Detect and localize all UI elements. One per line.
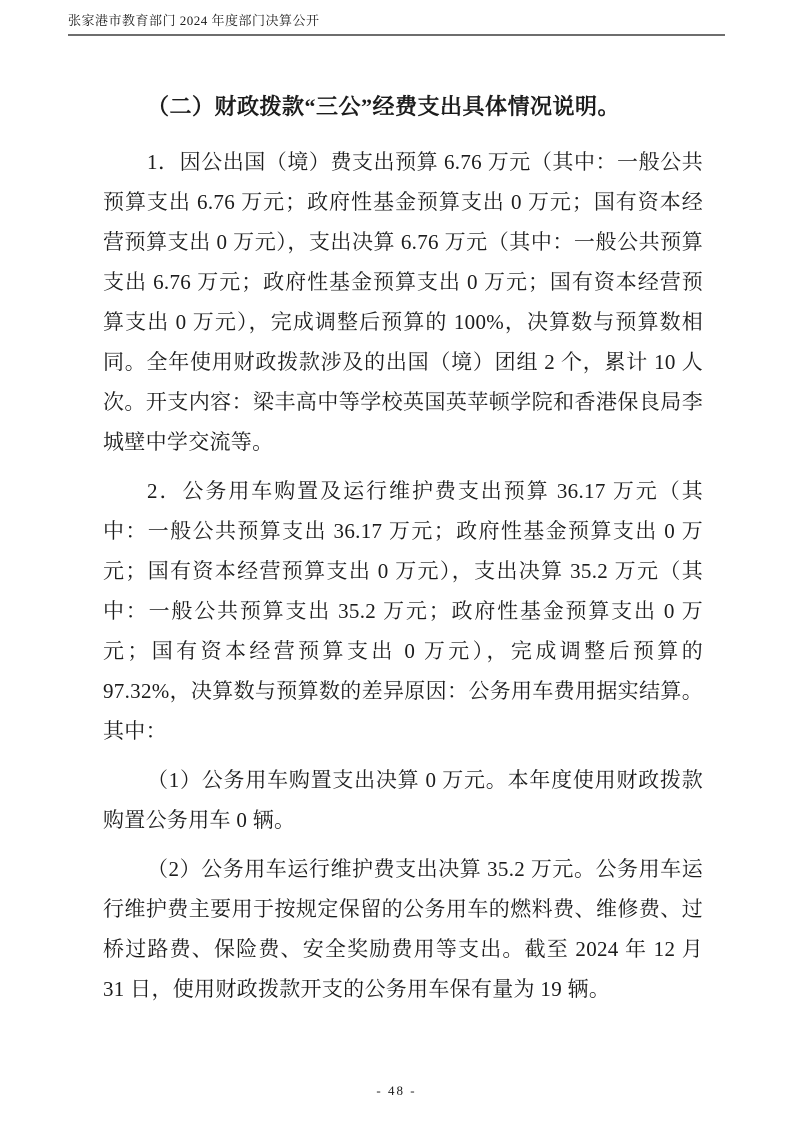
- paragraph-vehicle-maintenance: （2）公务用车运行维护费支出决算 35.2 万元。公务用车运行维护费主要用于按规定保留的公务用车的燃料费、维修费、过桥过路费、保险费、安全奖励费用等支出。截至 2024 年 12 月 31 日，使用财政拨款开支的公务用车保有量为 19 辆。: [103, 857, 703, 1001]
- page-number: - 48 -: [376, 1083, 417, 1098]
- paragraph-abroad-expense: 1．因公出国（境）费支出预算 6.76 万元（其中：一般公共预算支出 6.76 万元；政府性基金预算支出 0 万元；国有资本经营预算支出 0 万元），支出决算 6.76 万元（其中：一般公共预算支出 6.76 万元；政府性基金预算支出 0 万元；国有资本经营预算支出 0 万元），完成调整后预算的 100%，决算数与预算数相同。全年使用财政拨款涉及的出国（境）团组 2 个，累计 10 人次。开支内容：梁丰高中等学校英国英苹顿学院和香港保良局李城壁中学交流等。: [103, 150, 703, 454]
- page-footer: [0, 1082, 793, 1100]
- paragraph-vehicle-expense: 2．公务用车购置及运行维护费支出预算 36.17 万元（其中：一般公共预算支出 36.17 万元；政府性基金预算支出 0 万元；国有资本经营预算支出 0 万元），支出决算 35.2 万元（其中：一般公共预算支出 35.2 万元；政府性基金预算支出 0 万元；国有资本经营预算支出 0 万元），完成调整后预算的 97.32%，决算数与预算数的差异原因：公务用车费用据实结算。其中：: [103, 479, 703, 743]
- page-header: [68, 10, 725, 36]
- document-body: [103, 86, 703, 1018]
- paragraph-vehicle-purchase: （1）公务用车购置支出决算 0 万元。本年度使用财政拨款购置公务用车 0 辆。: [103, 768, 703, 832]
- section-heading: （二）财政拨款“三公”经费支出具体情况说明。: [147, 94, 621, 119]
- page-header-title: 张家港市教育部门 2024 年度部门决算公开: [68, 13, 320, 28]
